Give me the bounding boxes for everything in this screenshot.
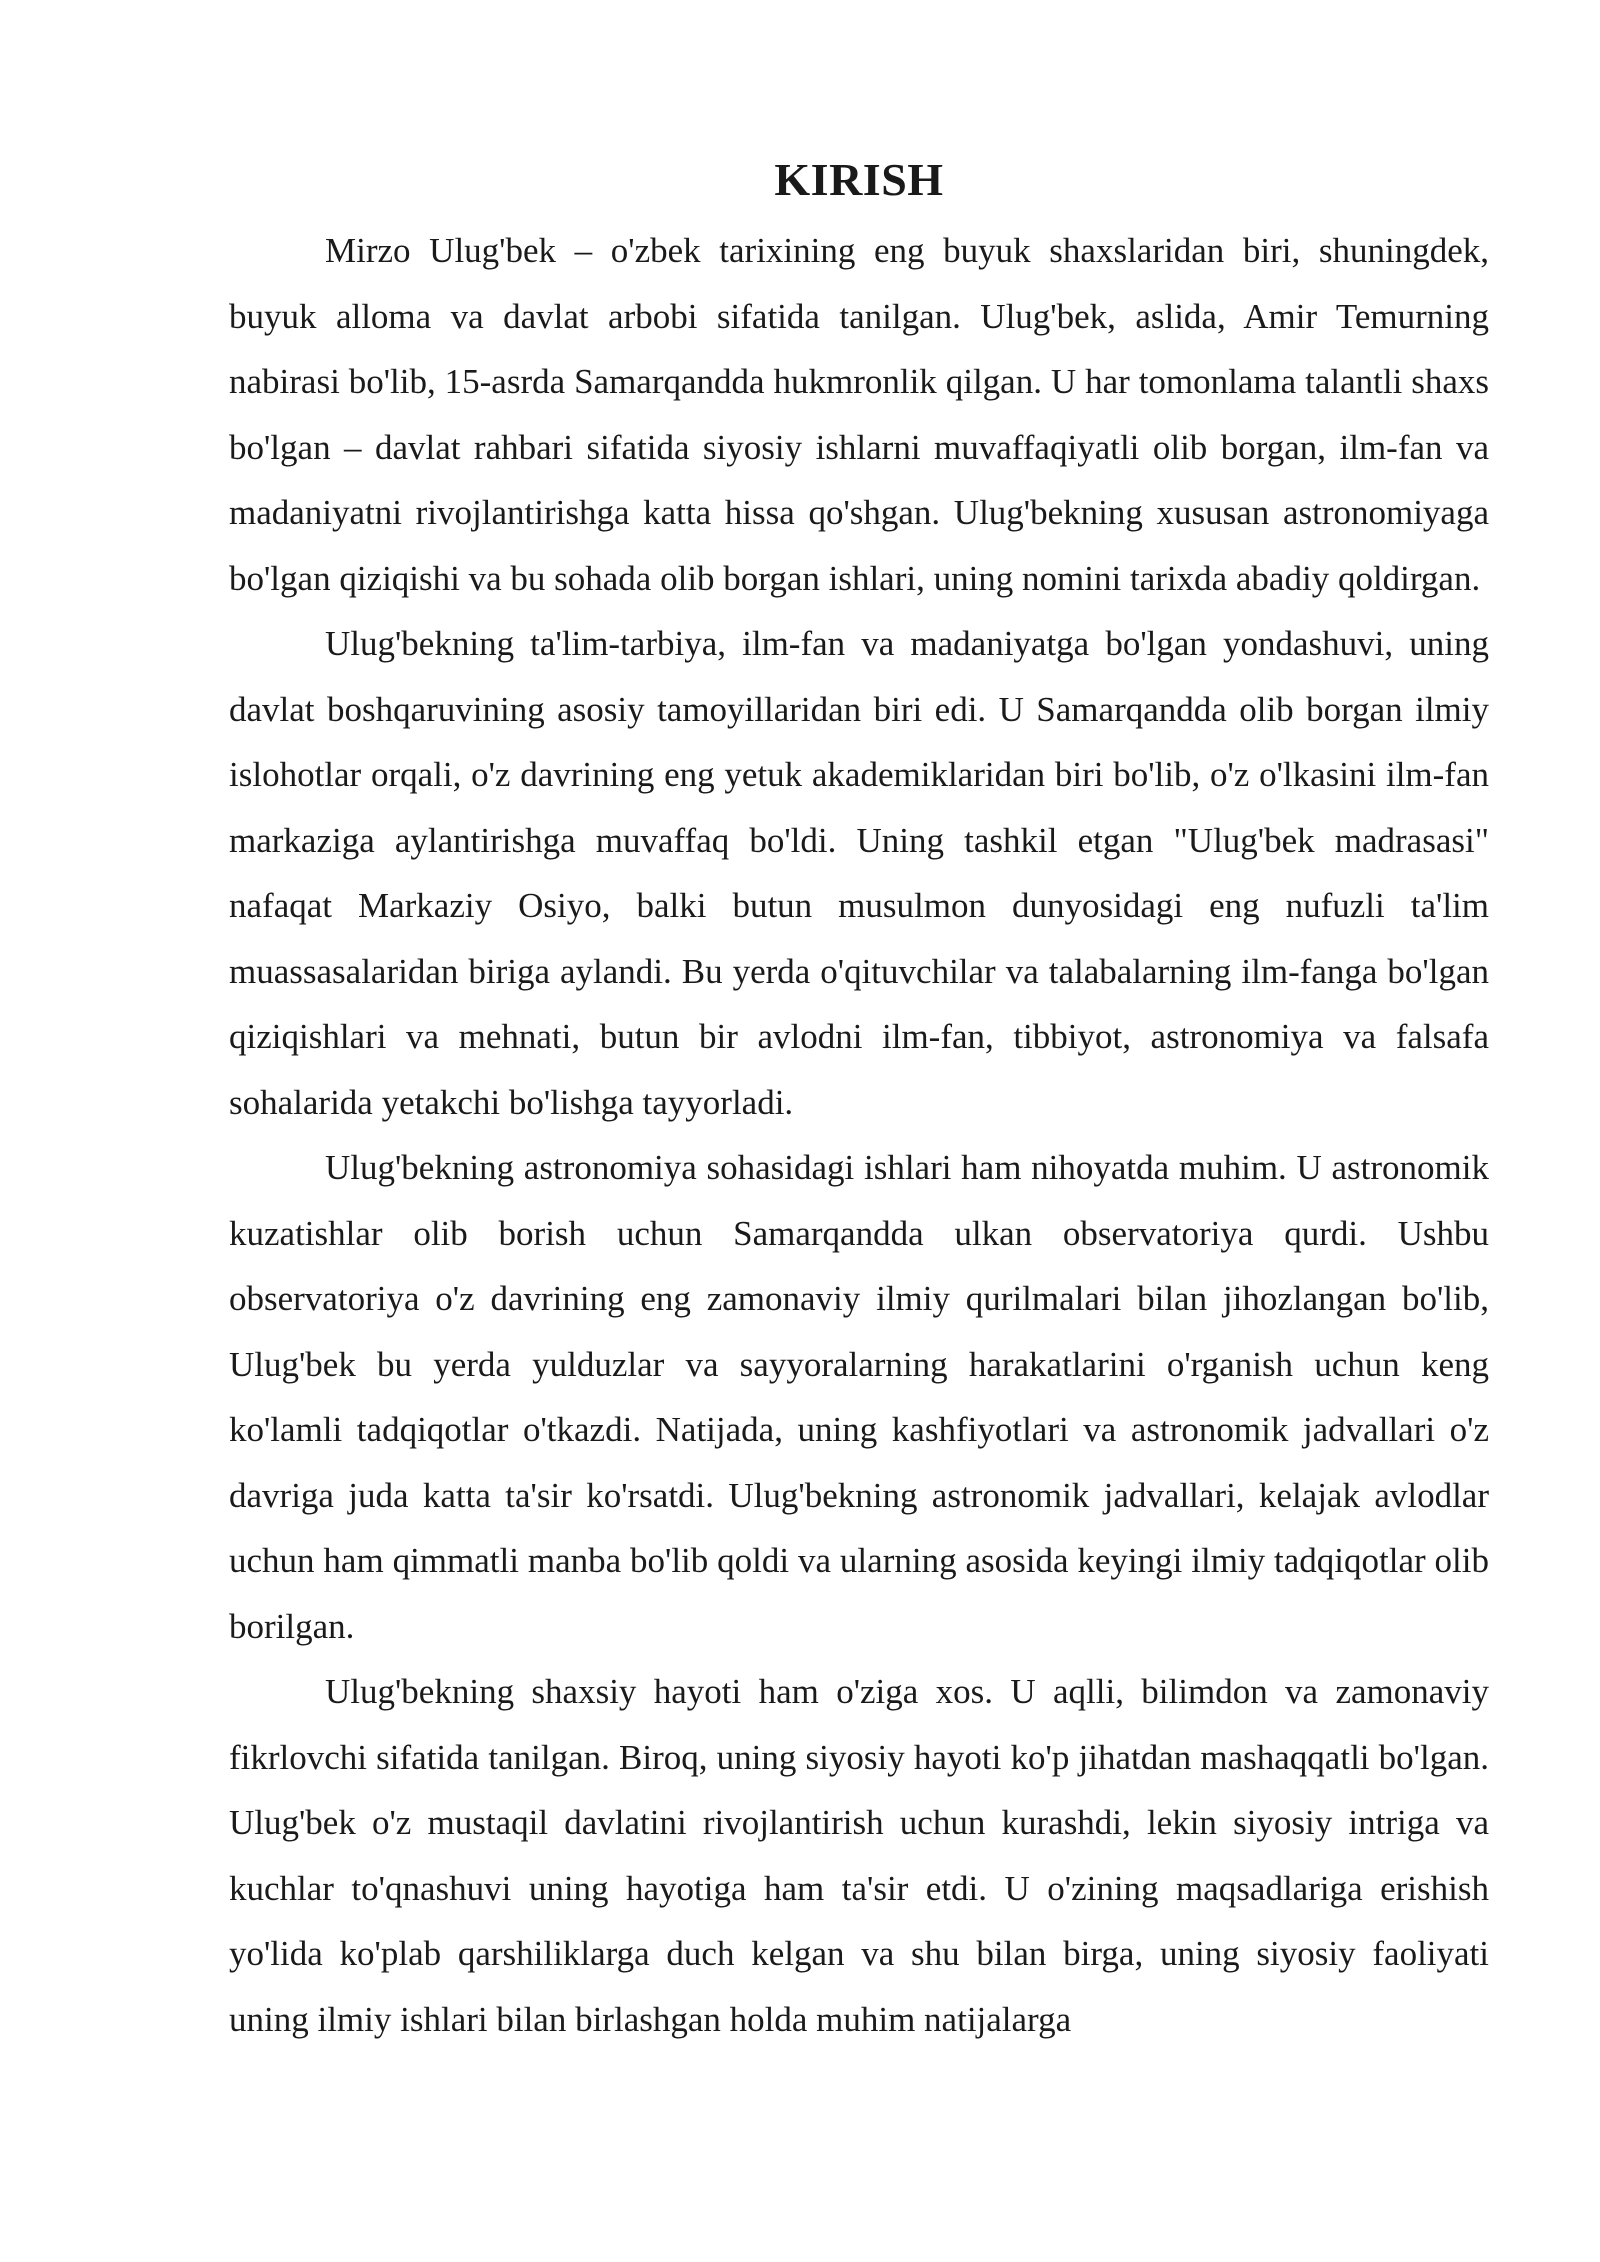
paragraph-4: Ulug'bekning shaxsiy hayoti ham o'ziga xos. U aqlli, bilimdon va zamonaviy fikrlovchi sifatida tanilgan. Biroq, uning siyosiy hayoti ko'p jihatdan mashaqqatli bo'lgan. Ulug'bek o'z mustaqil davlatini rivojlantirish uchun kurashdi, lekin siyosiy intriga va kuchlar to'qnashuvi uning hayotiga ham ta'sir etdi. U o'zining maqsadlariga erishish yo'lida ko'plab qarshiliklarga duch kelgan va shu bilan birga, uning siyosiy faoliyati uning ilmiy ishlari bilan birlashgan holda muhim natijalarga [229, 1672, 1489, 2039]
paragraph-3: Ulug'bekning astronomiya sohasidagi ishlari ham nihoyatda muhim. U astronomik kuzatishlar olib borish uchun Samarqandda ulkan observatoriya qurdi. Ushbu observatoriya o'z davrining eng zamonaviy ilmiy qurilmalari bilan jihozlangan bo'lib, Ulug'bek bu yerda yulduzlar va sayyoralarning harakatlarini o'rganish uchun keng ko'lamli tadqiqotlar o'tkazdi. Natijada, uning kashfiyotlari va astronomik jadvallari o'z davriga juda katta ta'sir ko'rsatdi. Ulug'bekning astronomik jadvallari, kelajak avlodlar uchun ham qimmatli manba bo'lib qoldi va ularning asosida keyingi ilmiy tadqiqotlar olib borilgan. [229, 1148, 1489, 1646]
paragraph-2: Ulug'bekning ta'lim-tarbiya, ilm-fan va madaniyatga bo'lgan yondashuvi, uning davlat boshqaruvining asosiy tamoyillaridan biri edi. U Samarqandda olib borgan ilmiy islohotlar orqali, o'z davrining eng yetuk akademiklaridan biri bo'lib, o'z o'lkasini ilm-fan markaziga aylantirishga muvaffaq bo'ldi. Uning tashkil etgan "Ulug'bek madrasasi" nafaqat Markaziy Osiyo, balki butun musulmon dunyosidagi eng nufuzli ta'lim muassasalaridan biriga aylandi. Bu yerda o'qituvchilar va talabalarning ilm-fanga bo'lgan qiziqishlari va mehnati, butun bir avlodni ilm-fan, tibbiyot, astronomiya va falsafa sohalarida yetakchi bo'lishga tayyorladi. [229, 624, 1489, 1122]
document-body [229, 150, 1489, 2052]
paragraph-1: Mirzo Ulug'bek – o'zbek tarixining eng buyuk shaxslaridan biri, shuningdek, buyuk alloma va davlat arbobi sifatida tanilgan. Ulug'bek, aslida, Amir Temurning nabirasi bo'lib, 15-asrda Samarqandda hukmronlik qilgan. U har tomonlama talantli shaxs bo'lgan – davlat rahbari sifatida siyosiy ishlarni muvaffaqiyatli olib borgan, ilm-fan va madaniyatni rivojlantirishga katta hissa qo'shgan. Ulug'bekning xususan astronomiyaga bo'lgan qiziqishi va bu sohada olib borgan ishlari, uning nomini tarixda abadiy qoldirgan. [229, 231, 1489, 598]
page-title: KIRISH [774, 154, 944, 205]
